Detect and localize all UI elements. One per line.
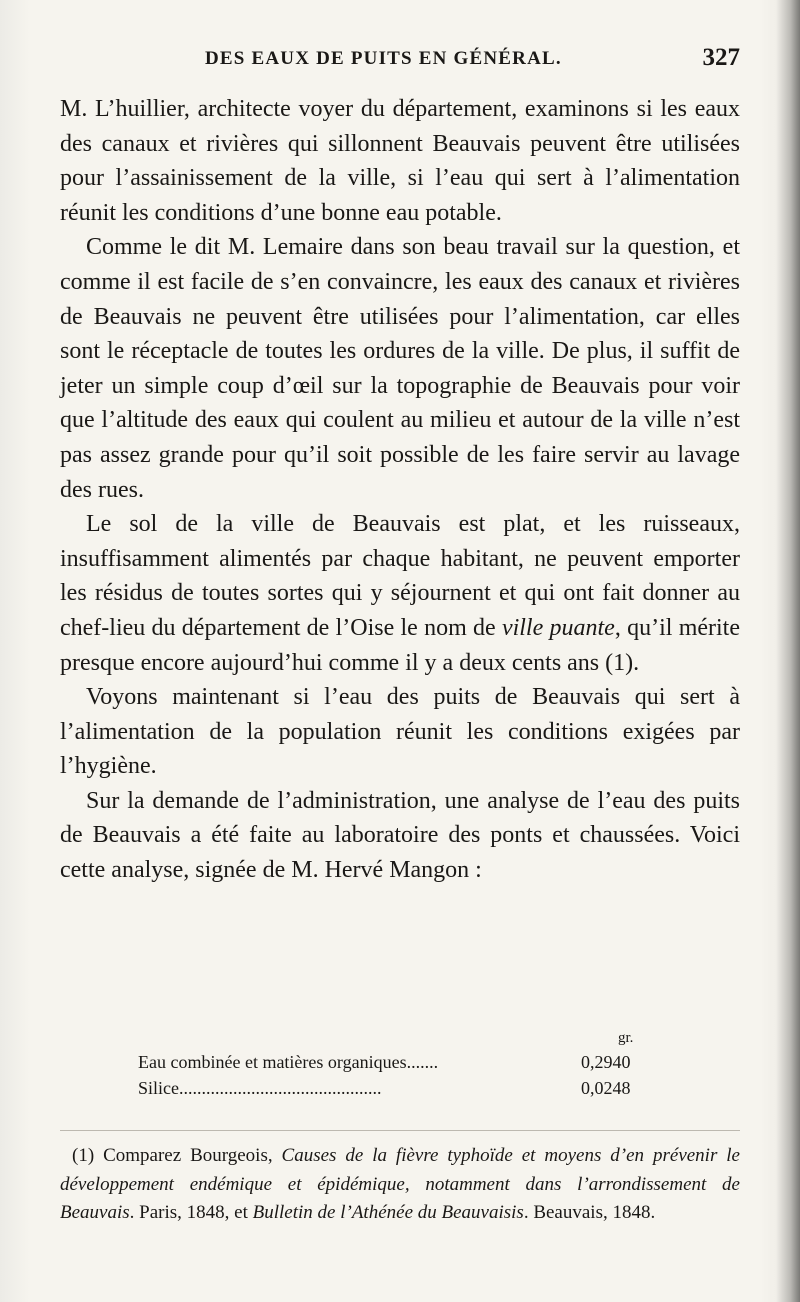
- paragraph-3-italic: ville puante: [501, 614, 615, 641]
- paragraph-3-after: , qu’il mérite presque encore aujourd’hui comme il y a deux cents ans (1).: [60, 614, 740, 676]
- footnote: [60, 1142, 740, 1228]
- paragraph-5: Sur la demande de l’administration, une analyse de l’eau des puits de Beauvais a été faite au laboratoire des ponts et chaussées. Voici cette analyse, signée de M. Hervé Mangon :: [60, 787, 740, 884]
- analysis-row: [138, 1078, 658, 1102]
- analysis-unit: gr.: [618, 1030, 634, 1046]
- running-header: [60, 46, 740, 78]
- analysis-value: 0,0248: [581, 1078, 631, 1098]
- footnote-end: . Beauvais, 1848.: [523, 1202, 656, 1223]
- paragraph-4: Voyons maintenant si l’eau des puits de Beauvais qui sert à l’alimentation de la population réunit les conditions exigées par l’hygiène.: [60, 684, 740, 780]
- page-edge-shadow: [776, 0, 800, 1302]
- paragraph-1: M. L’huillier, architecte voyer du département, examinons si les eaux des canaux et rivières qui sillonnent Beauvais peuvent être utilisées pour l’assainissement de la ville, si l’eau qui sert à l’alimentation réunit les conditions d’une bonne eau potable.: [60, 96, 740, 226]
- footnote-divider: [60, 1130, 740, 1131]
- analysis-row: [138, 1052, 658, 1076]
- analysis-value: 0,2940: [581, 1052, 631, 1072]
- footnote-middle: . Paris, 1848, et: [129, 1202, 253, 1223]
- page-number: 327: [702, 44, 740, 71]
- analysis-label: Eau combinée et matières organiques.......: [138, 1052, 439, 1072]
- paragraph-2: Comme le dit M. Lemaire dans son beau travail sur la question, et comme il est facile de s’en convaincre, les eaux des canaux et rivières de Beauvais ne peuvent être utilisées pour l’alimentation, car elles sont le réceptacle de toutes les ordures de la ville. De plus, il suffit de jeter un simple coup d’œil sur la topographie de Beauvais pour voir que l’altitude des eaux qui coulent au milieu et autour de la ville n’est pas assez grande pour qu’il soit possible de les faire servir au lavage des rues.: [60, 234, 740, 503]
- footnote-italic-title: Causes de la fièvre typhoïde et moyens d’en prévenir le développement endémique et épidémique, notamment dans l’arrondissement de Beauvais: [60, 1145, 740, 1223]
- running-title: DES EAUX DE PUITS EN GÉNÉRAL.: [205, 48, 562, 69]
- body-text: [60, 92, 740, 888]
- analysis-label: Silice.............................................: [138, 1078, 382, 1098]
- footnote-text: [60, 1142, 740, 1228]
- paragraph-3-before: Le sol de la ville de Beauvais est plat, et les ruisseaux, insuffisamment alimentés par chaque habitant, ne peuvent emporter les résidus de toutes sortes qui y séjournent et qui ont fait donner au chef-lieu du département de l’Oise le nom de: [60, 511, 740, 641]
- paragraph-3: [60, 507, 740, 680]
- footnote-marker: (1) Comparez Bourgeois,: [72, 1145, 282, 1166]
- footnote-italic-bulletin: Bulletin de l’Athénée du Beauvaisis: [252, 1202, 524, 1223]
